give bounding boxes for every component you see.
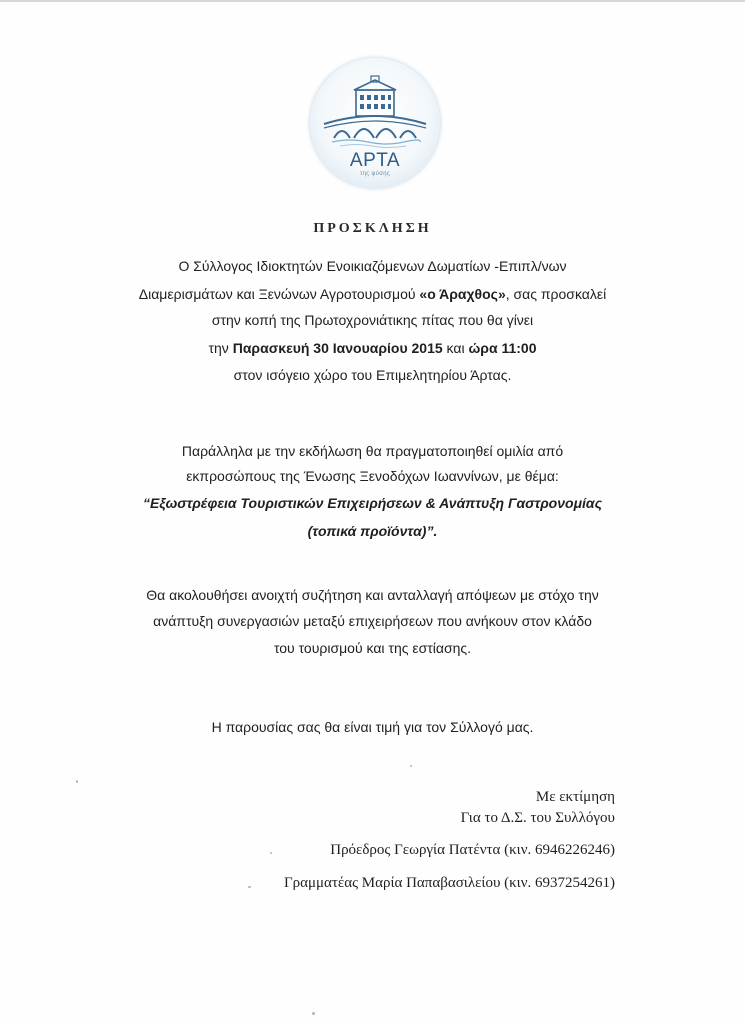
para1-line1: Ο Σύλλογος Ιδιοκτητών Ενοικιαζόμενων Δωματίων -Επιπλ/νων: [178, 258, 567, 274]
para1-line4-start: την: [208, 340, 233, 356]
para3-line3: του τουρισμού και της εστίασης.: [273, 640, 472, 656]
signature-on-behalf: Για το Δ.Σ. του Συλλόγου: [460, 810, 615, 826]
talk-topic-line2: (τοπικά προϊόντα)”.: [307, 523, 438, 539]
para1-line5: στον ισόγειο χώρο του Επιμελητηρίου Άρτας.: [233, 367, 512, 383]
logo-tagline: της φύσης: [359, 171, 391, 177]
talk-topic-line1: “Εξωστρέφεια Τουριστικών Επιχειρήσεων & Ανάπτυξη Γαστρονομίας: [142, 495, 603, 511]
para2-line1: Παράλληλα με την εκδήλωση θα πραγματοποιηθεί ομιλία από: [181, 443, 564, 459]
scan-speck: [76, 780, 78, 783]
para1-line2: [60, 285, 685, 303]
scan-speck: [410, 765, 412, 767]
signature-regards: Με εκτίμηση: [535, 789, 615, 805]
scan-top-edge: [0, 0, 745, 2]
para1-line4-mid: και: [442, 340, 469, 356]
signature-secretary: Γραμματέας Μαρία Παπαβασιλείου (κιν. 6937254261): [283, 875, 615, 891]
signature-president: Πρόεδρος Γεωργία Πατέντα (κιν. 6946226246): [330, 842, 615, 858]
para2-line2: εκπροσώπους της Ένωσης Ξενοδόχων Ιωαννίνων, με θέμα:: [186, 468, 559, 484]
para1-line2-end: , σας προσκαλεί: [505, 286, 607, 302]
event-time: ώρα 11:00: [468, 340, 537, 356]
closing-sentence: Η παρουσίας σας θα είναι τιμή για τον Σύλλογό μας.: [211, 719, 534, 735]
scan-speck: [312, 1012, 315, 1015]
scan-speck: [248, 886, 251, 888]
para1-line3: στην κοπή της Πρωτοχρονιάτικης πίτας που θα γίνει: [211, 312, 534, 328]
para1-line4: [60, 339, 685, 357]
invitation-title: ΠΡΟΣΚΛΗΣΗ: [313, 221, 432, 236]
para3-line1: Θα ακολουθήσει ανοιχτή συζήτηση και ανταλλαγή απόψεων με στόχο την: [146, 587, 599, 603]
para3-line2: ανάπτυξη συνεργασιών μεταξύ επιχειρήσεων που ανήκουν στον κλάδο: [153, 613, 592, 629]
scan-speck: [270, 852, 272, 854]
arta-logo: [310, 58, 440, 188]
association-name: «ο Άραχθος»: [419, 286, 506, 302]
event-date: Παρασκευή 30 Ιανουαρίου 2015: [232, 340, 443, 356]
logo-wordmark: ΑΡΤΑ: [349, 150, 401, 171]
para1-line2-text: Διαμερισμάτων και Ξενώνων Αγροτουρισμού: [138, 286, 420, 302]
